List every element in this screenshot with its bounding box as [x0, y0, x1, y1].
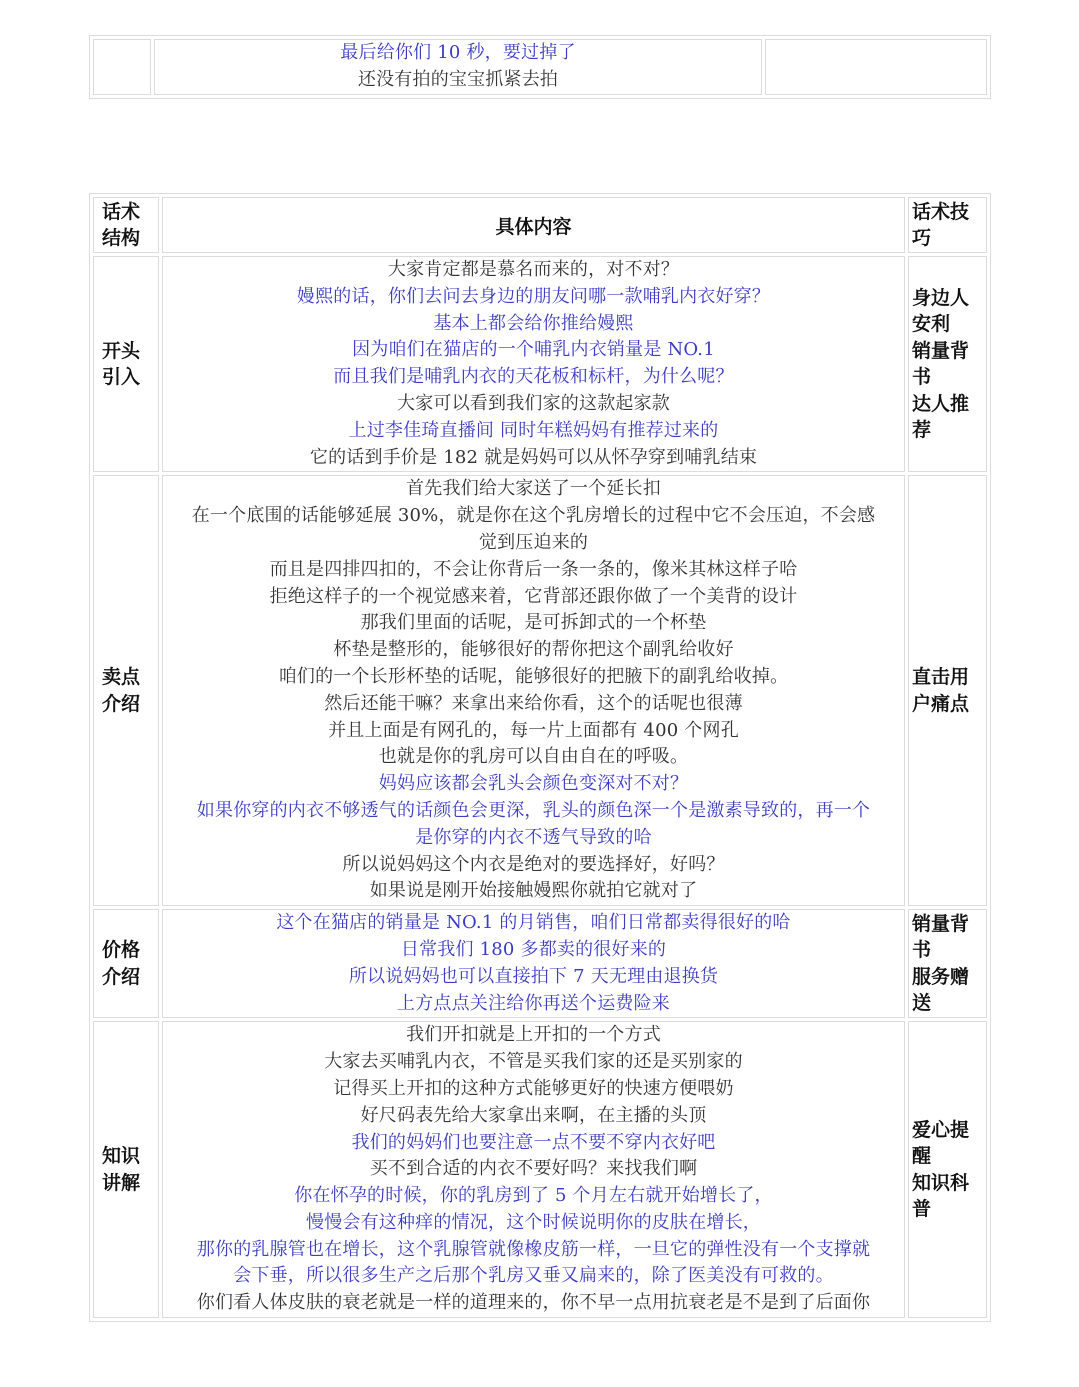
technique-line: 户痛点 — [912, 692, 970, 715]
content-line: 如果你穿的内衣不够透气的话颜色会更深，乳头的颜色深一个是激素导致的，再一个 — [196, 799, 871, 821]
technique-cell — [908, 475, 987, 906]
technique-line: 知识科 — [912, 1171, 970, 1194]
technique-line: 普 — [912, 1198, 932, 1221]
content-line: 也就是你的乳房可以自由自在的呼吸。 — [378, 746, 689, 768]
content-line: 日常我们 180 多都卖的很好来的 — [400, 938, 667, 960]
table-row — [93, 475, 987, 906]
content-line: 还没有拍的宝宝抓紧去拍 — [357, 69, 559, 90]
header-row — [93, 197, 987, 253]
technique-line: 达人推 — [912, 392, 970, 415]
content-cell — [162, 1021, 905, 1318]
header-technique-line: 话术技 — [912, 200, 970, 223]
content-line: 如果说是刚开始接触嫚熙你就拍它就对了 — [369, 880, 698, 902]
technique-line: 书 — [912, 939, 932, 962]
script-table — [89, 193, 991, 1322]
technique-line: 直击用 — [912, 666, 970, 689]
header-structure-line: 话术 — [102, 200, 141, 223]
content-line: 并且上面是有网孔的，每一片上面都有 400 个网孔 — [328, 719, 739, 741]
structure-label-line: 讲解 — [102, 1171, 141, 1194]
technique-line: 荐 — [912, 419, 932, 442]
content-cell — [154, 39, 762, 95]
table-row — [93, 909, 987, 1018]
content-cell — [162, 256, 905, 472]
content-line: 然后还能干嘛？来拿出来给你看，这个的话呢也很薄 — [324, 692, 743, 714]
technique-line: 销量背 — [912, 339, 970, 362]
structure-label-line: 知识 — [102, 1145, 141, 1168]
technique-line: 醒 — [912, 1145, 932, 1168]
content-line: 记得买上开扣的这种方式能够更好的快速方便喂奶 — [333, 1077, 734, 1099]
content-line: 会下垂，所以很多生产之后那个乳房又垂又扁来的，除了医美没有可救的。 — [233, 1265, 834, 1287]
content-line: 你们看人体皮肤的衰老就是一样的道理来的，你不早一点用抗衰老是不是到了后面你 — [196, 1292, 871, 1314]
content-line: 你在怀孕的时候，你的乳房到了 5 个月左右就开始增长了， — [294, 1185, 773, 1207]
structure-label — [93, 1021, 159, 1318]
structure-label-line: 介绍 — [102, 965, 141, 988]
technique-line: 书 — [912, 366, 932, 389]
content-line: 大家可以看到我们家的这款起家款 — [397, 392, 670, 414]
header-structure-line: 结构 — [102, 227, 141, 249]
content-line: 首先我们给大家送了一个延长扣 — [406, 478, 661, 500]
structure-label — [93, 909, 159, 1018]
content-line: 好尺码表先给大家拿出来啊，在主播的头顶 — [360, 1104, 707, 1126]
content-line: 是你穿的内衣不透气导致的哈 — [415, 826, 652, 848]
technique-line: 爱心提 — [912, 1118, 970, 1141]
technique-cell — [908, 1021, 987, 1318]
technique-line: 安利 — [912, 313, 951, 336]
technique-line: 送 — [912, 992, 932, 1015]
content-line: 在一个底围的话能够延展 30%，就是你在这个乳房增长的过程中它不会压迫，不会感 — [191, 505, 876, 527]
structure-label-line: 开头 — [102, 339, 141, 362]
structure-label-line: 引入 — [102, 366, 141, 389]
content-line: 杯垫是整形的，能够很好的帮你把这个副乳给收好 — [333, 639, 734, 661]
technique-cell — [908, 256, 987, 472]
content-line: 买不到合适的内衣不要好吗？来找我们啊 — [369, 1158, 698, 1180]
content-line: 上方点点关注给你再送个运费险来 — [397, 992, 670, 1014]
technique-cell — [908, 909, 987, 1018]
structure-label-line: 介绍 — [102, 692, 141, 715]
structure-label — [93, 256, 159, 472]
content-line: 慢慢会有这种痒的情况，这个时候说明你的皮肤在增长， — [306, 1211, 761, 1233]
empty-cell — [93, 39, 151, 95]
top-table-fragment — [89, 35, 991, 99]
technique-line: 服务赠 — [912, 965, 970, 988]
structure-label-line: 价格 — [102, 939, 141, 962]
header-technique — [908, 197, 987, 253]
empty-cell — [765, 39, 987, 95]
technique-line: 销量背 — [912, 912, 970, 935]
content-cell — [162, 909, 905, 1018]
content-line: 我们开扣就是上开扣的一个方式 — [406, 1024, 661, 1046]
table-row — [93, 39, 987, 95]
structure-label-line: 卖点 — [102, 666, 141, 689]
content-line: 那我们里面的话呢，是可拆卸式的一个杯垫 — [360, 612, 707, 634]
content-line: 觉到压迫来的 — [478, 531, 589, 553]
content-line: 这个在猫店的销量是 NO.1 的月销售，咱们日常都卖得很好的哈 — [276, 912, 791, 934]
content-line: 大家去买哺乳内衣，不管是买我们家的还是买别家的 — [324, 1051, 743, 1073]
content-line: 拒绝这样子的一个视觉感来着，它背部还跟你做了一个美背的设计 — [269, 585, 798, 607]
table-row — [93, 1021, 987, 1318]
content-line: 基本上都会给你推给嫚熙 — [433, 312, 634, 334]
content-lines — [155, 40, 761, 94]
content-line: 我们的妈妈们也要注意一点不要不穿内衣好吧 — [351, 1131, 716, 1153]
table-body — [93, 256, 987, 1318]
content-line: 因为咱们在猫店的一个哺乳内衣销量是 NO.1 — [352, 339, 715, 361]
content-line: 咱们的一个长形杯垫的话呢，能够很好的把腋下的副乳给收掉。 — [278, 665, 789, 687]
content-line: 而且我们是哺乳内衣的天花板和标杆，为什么呢？ — [333, 366, 734, 388]
content-cell — [162, 475, 905, 906]
content-line: 那你的乳腺管也在增长，这个乳腺管就像橡皮筋一样，一旦它的弹性没有一个支撑就 — [196, 1238, 871, 1260]
table-row — [93, 256, 987, 472]
technique-line: 身边人 — [912, 286, 970, 309]
content-line: 上过李佳琦直播间 同时年糕妈妈有推荐过来的 — [348, 419, 719, 441]
header-content: 具体内容 — [162, 197, 905, 253]
content-line: 大家肯定都是慕名而来的，对不对？ — [387, 259, 680, 280]
content-line: 嫚熙的话，你们去问去身边的朋友问哪一款哺乳内衣好穿？ — [296, 285, 771, 307]
header-technique-line: 巧 — [912, 227, 932, 249]
content-line: 所以说妈妈这个内衣是绝对的要选择好，好吗？ — [342, 853, 725, 875]
structure-label — [93, 475, 159, 906]
content-line: 而且是四排四扣的，不会让你背后一条一条的，像米其林这样子哈 — [269, 558, 798, 580]
header-structure — [93, 197, 159, 253]
content-line: 妈妈应该都会乳头会颜色变深对不对？ — [378, 773, 689, 795]
content-line: 最后给你们 10 秒，要过掉了 — [340, 42, 576, 64]
content-line: 所以说妈妈也可以直接拍下 7 天无理由退换货 — [348, 965, 719, 987]
content-line: 它的话到手价是 182 就是妈妈可以从怀孕穿到哺乳结束 — [309, 446, 758, 468]
